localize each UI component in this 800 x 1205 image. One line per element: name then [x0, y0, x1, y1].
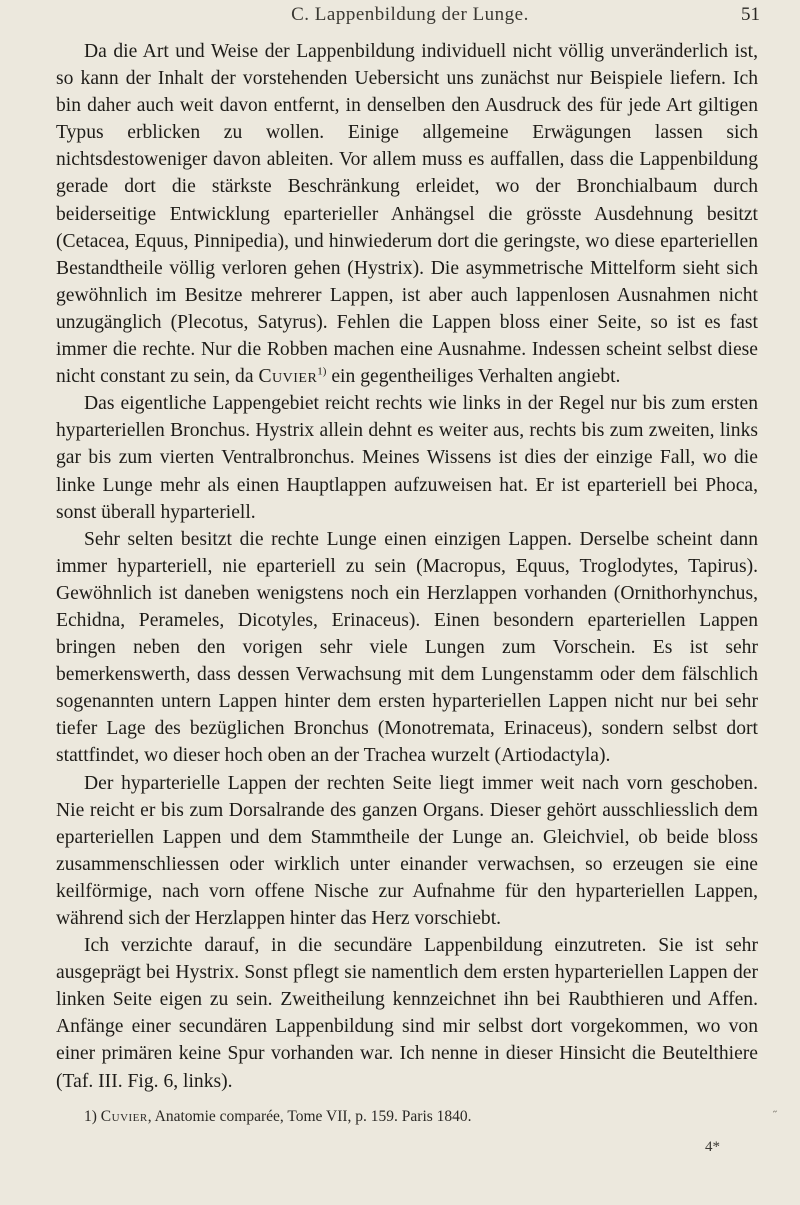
footnote — [84, 1107, 758, 1127]
footnote-author: Cuvier — [100, 1108, 148, 1125]
footnote-text: , Anatomie comparée, Tome VII, p. 159. Paris 1840. — [147, 1108, 472, 1125]
body-text — [56, 38, 758, 1095]
running-title: C. Lappenbildung der Lunge. — [291, 4, 529, 25]
signature-mark: 4* — [705, 1139, 720, 1155]
paragraph-1-text-end: ein gegentheiliges Verhalten angiebt. — [331, 366, 621, 388]
paragraph-1-text: Da die Art und Weise der Lappenbildung individuell nicht völlig unveränderlich ist, so kann der Inhalt der vorstehenden Uebersicht uns zunächst nur Beispiele liefern. Ich bin daher auch weit davon entfernt, in denselben den Ausdruck des für jede Art giltigen Typus erblicken zu wollen. Einige allgemeine Erwägungen lassen sich nichtsdestoweniger davon ableiten. Vor allem muss es auffallen, dass die Lappenbildung gerade dort die stärkste Beschränkung erleidet, wo der Bronchialbaum durch beiderseitige Entwicklung eparterieller Anhängsel die grösste Ausdehnung besitzt (Cetacea, Equus, Pinnipedia), und hinwiederum dort die geringste, wo diese eparteriellen Bestandtheile völlig verloren gehen (Hystrix). Die asymmetrische Mittelform sieht sich gewöhnlich im Besitze mehrerer Lappen, ist aber auch lappenlosen Ausnahmen nicht unzugänglich (Plecotus, Satyrus). Fehlen die Lappen bloss einer Seite, so ist es fast immer die rechte. Nur die Robben machen eine Ausnahme. Indessen scheint selbst diese nicht constant zu sein, da — [56, 41, 758, 388]
running-head — [60, 4, 760, 28]
paragraph-5: Ich verzichte darauf, in die secundäre Lappenbildung einzutreten. Sie ist sehr ausgeprägt bei Hystrix. Sonst pflegt sie namentlich dem ersten hyparteriellen Lappen der linken Seite eigen zu sein. Zweitheilung kennzeichnet ihn bei Raubthieren und Affen. Anfänge einer secundären Lappenbildung sind mir selbst dort vorgekommen, wo von einer primären keine Spur vorhanden war. Ich nenne in dieser Hinsicht die Beutelthiere (Taf. III. Fig. 6, links). — [56, 935, 758, 1092]
margin-tick: ˝ — [773, 1108, 777, 1122]
paragraph-2: Das eigentliche Lappengebiet reicht rechts wie links in der Regel nur bis zum ersten hyparteriellen Bronchus. Hystrix allein dehnt es weiter aus, rechts bis zum zweiten, links gar bis zum vierten Ventralbronchus. Meines Wissens ist dies der einzige Fall, wo die linke Lunge mehr als einen Hauptlappen aufzuweisen hat. Er ist eparteriell bei Phoca, sonst überall hyparteriell. — [56, 393, 758, 523]
paragraph-1 — [56, 38, 758, 390]
footnote-reference: 1) — [317, 365, 327, 378]
page-number: 51 — [741, 4, 760, 25]
footnote-marker: 1) — [84, 1108, 97, 1125]
author-citation: Cuvier — [258, 366, 318, 388]
paragraph-3: Sehr selten besitzt die rechte Lunge einen einzigen Lappen. Derselbe scheint dann immer hyparteriell, nie eparteriell zu sein (Macropus, Equus, Troglodytes, Tapirus). Gewöhnlich ist daneben wenigstens noch ein Herzlappen vorhanden (Ornithorhynchus, Echidna, Perameles, Dicotyles, Erinaceus). Einen besondern eparteriellen Lappen bringen neben den vorigen sehr viele Lungen zum Vorschein. Es ist sehr bemerkenswerth, dass dessen Verwachsung mit dem Lungenstamm oder dem fälschlich sogenannten untern Lappen hinter dem ersten hyparteriellen Lappen nicht nur bei sehr tiefer Lage des bezüglichen Bronchus (Monotremata, Erinaceus), sondern selbst dort stattfindet, wo dieser hoch oben an der Trachea wurzelt (Artiodactyla). — [56, 528, 758, 767]
paragraph-4: Der hyparterielle Lappen der rechten Seite liegt immer weit nach vorn geschoben. Nie reicht er bis zum Dorsalrande des ganzen Organs. Dieser gehört ausschliesslich dem eparteriellen Lappen und dem Stammtheile der Lunge an. Gleichviel, ob beide bloss zusammenschliessen oder wirklich unter einander verwachsen, so erzeugen sie eine keilförmige, nach vorn offene Nische zur Aufnahme für den hyparteriellen Lappen, während sich der Herzlappen hinter das Herz vorschiebt. — [56, 772, 758, 929]
